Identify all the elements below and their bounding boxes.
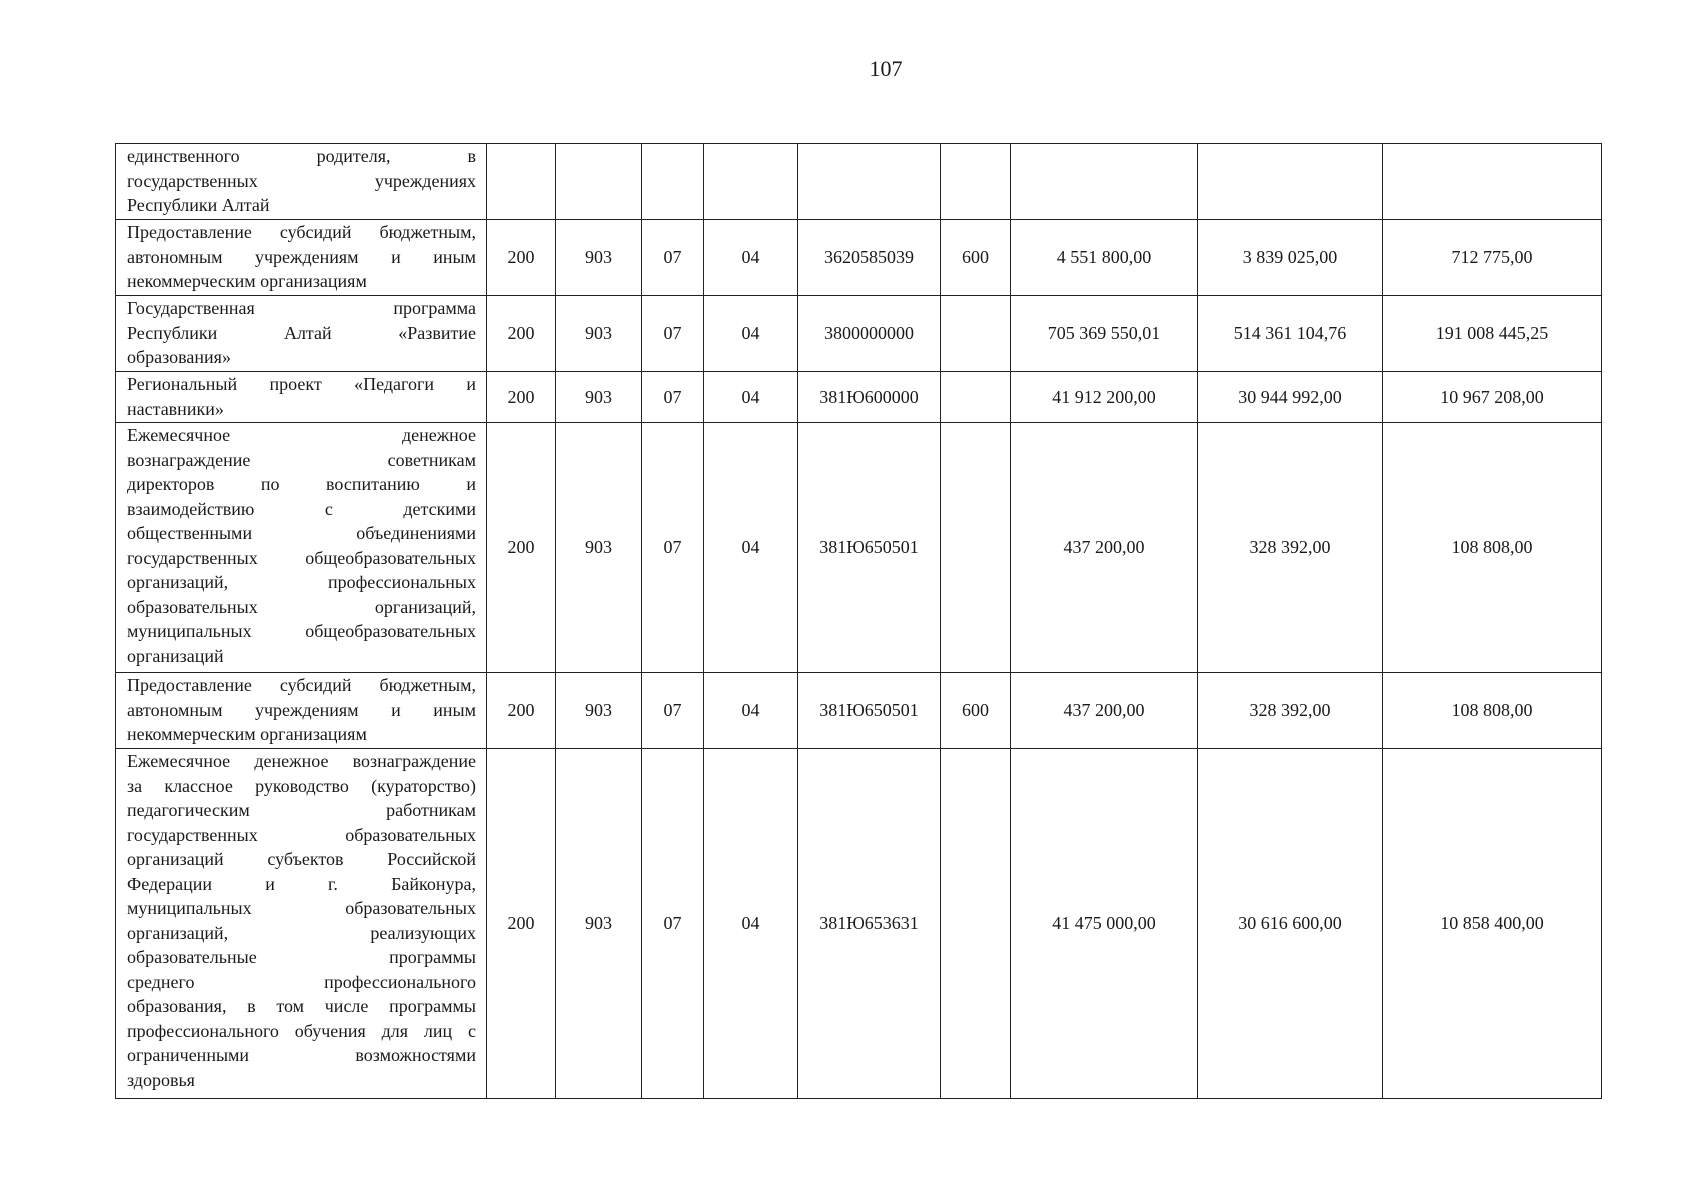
item-name-line: единственного родителя, в bbox=[127, 146, 476, 166]
total-amount-cell: 437 200,00 bbox=[1011, 673, 1198, 749]
federal-amount-cell: 30 616 600,00 bbox=[1198, 749, 1383, 1099]
federal-amount-cell bbox=[1198, 144, 1383, 220]
item-name-line: ограниченными возможностями bbox=[127, 1045, 476, 1065]
item-name-line: Предоставление субсидий бюджетным, bbox=[127, 222, 476, 242]
item-name-cell bbox=[116, 749, 487, 1099]
item-name-line: автономным учреждениям и иным bbox=[127, 246, 476, 267]
item-name-line: Федерации и г. Байконура, bbox=[127, 873, 476, 894]
item-name-cell bbox=[116, 372, 487, 423]
subsection-code-cell bbox=[704, 144, 798, 220]
federal-amount-cell: 3 839 025,00 bbox=[1198, 220, 1383, 296]
table-row bbox=[116, 220, 1602, 296]
total-amount-cell: 41 912 200,00 bbox=[1011, 372, 1198, 423]
item-name-line: за классное руководство (кураторство) bbox=[127, 775, 476, 796]
subsection-code-cell: 04 bbox=[704, 296, 798, 372]
item-name-line: муниципальных образовательных bbox=[127, 898, 476, 918]
budget-table bbox=[115, 143, 1602, 1099]
regional-amount-cell: 191 008 445,25 bbox=[1383, 296, 1602, 372]
item-name-line: вознаграждение советникам bbox=[127, 449, 476, 470]
target-article-cell: 3620585039 bbox=[798, 220, 941, 296]
item-name-cell bbox=[116, 144, 487, 220]
target-article-cell: 381Ю650501 bbox=[798, 423, 941, 673]
item-name-line: образовательных организаций, bbox=[127, 596, 476, 617]
target-article-cell bbox=[798, 144, 941, 220]
expense-type-cell bbox=[941, 296, 1011, 372]
federal-amount-cell: 514 361 104,76 bbox=[1198, 296, 1383, 372]
item-name-line: среднего профессионального bbox=[127, 971, 476, 992]
item-name-line: Предоставление субсидий бюджетным, bbox=[127, 675, 476, 695]
subsection-code-cell: 04 bbox=[704, 220, 798, 296]
item-name-line: Ежемесячное денежное вознаграждение bbox=[127, 751, 476, 771]
table-row bbox=[116, 673, 1602, 749]
federal-amount-cell: 328 392,00 bbox=[1198, 423, 1383, 673]
item-name-line: взаимодействию с детскими bbox=[127, 498, 476, 519]
section-code-cell: 07 bbox=[642, 372, 704, 423]
regional-amount-cell: 10 967 208,00 bbox=[1383, 372, 1602, 423]
admin-code-cell: 200 bbox=[487, 220, 556, 296]
table-row bbox=[116, 372, 1602, 423]
item-name-line: Государственная программа bbox=[127, 298, 476, 318]
item-name-line: некоммерческим организациям bbox=[127, 271, 367, 291]
target-article-cell: 381Ю600000 bbox=[798, 372, 941, 423]
item-name-line: общественными объединениями bbox=[127, 523, 476, 543]
regional-amount-cell: 10 858 400,00 bbox=[1383, 749, 1602, 1099]
grbs-code-cell: 903 bbox=[556, 220, 642, 296]
item-name-line: государственных образовательных bbox=[127, 824, 476, 845]
table-row bbox=[116, 749, 1602, 1099]
item-name-line: муниципальных общеобразовательных bbox=[127, 621, 476, 641]
subsection-code-cell: 04 bbox=[704, 749, 798, 1099]
regional-amount-cell: 108 808,00 bbox=[1383, 423, 1602, 673]
table-row bbox=[116, 144, 1602, 220]
admin-code-cell: 200 bbox=[487, 749, 556, 1099]
total-amount-cell: 437 200,00 bbox=[1011, 423, 1198, 673]
section-code-cell: 07 bbox=[642, 749, 704, 1099]
expense-type-cell bbox=[941, 372, 1011, 423]
item-name-line: некоммерческим организациям bbox=[127, 724, 367, 744]
federal-amount-cell: 30 944 992,00 bbox=[1198, 372, 1383, 423]
item-name-line: здоровья bbox=[127, 1069, 195, 1090]
total-amount-cell: 705 369 550,01 bbox=[1011, 296, 1198, 372]
regional-amount-cell: 108 808,00 bbox=[1383, 673, 1602, 749]
item-name-line: Республики Алтай «Развитие bbox=[127, 322, 476, 343]
admin-code-cell: 200 bbox=[487, 372, 556, 423]
section-code-cell: 07 bbox=[642, 673, 704, 749]
grbs-code-cell bbox=[556, 144, 642, 220]
section-code-cell bbox=[642, 144, 704, 220]
item-name-cell bbox=[116, 673, 487, 749]
item-name-line: педагогическим работникам bbox=[127, 800, 476, 820]
total-amount-cell: 41 475 000,00 bbox=[1011, 749, 1198, 1099]
grbs-code-cell: 903 bbox=[556, 749, 642, 1099]
section-code-cell: 07 bbox=[642, 296, 704, 372]
item-name-line: Региональный проект «Педагоги и bbox=[127, 374, 476, 394]
grbs-code-cell: 903 bbox=[556, 296, 642, 372]
admin-code-cell: 200 bbox=[487, 423, 556, 673]
expense-type-cell bbox=[941, 749, 1011, 1099]
item-name-line: государственных учреждениях bbox=[127, 170, 476, 191]
total-amount-cell bbox=[1011, 144, 1198, 220]
item-name-line: образовательные программы bbox=[127, 947, 476, 967]
item-name-line: профессионального обучения для лиц с bbox=[127, 1020, 476, 1041]
item-name-line: образования» bbox=[127, 347, 231, 367]
section-code-cell: 07 bbox=[642, 220, 704, 296]
expense-type-cell: 600 bbox=[941, 220, 1011, 296]
grbs-code-cell: 903 bbox=[556, 423, 642, 673]
expense-type-cell: 600 bbox=[941, 673, 1011, 749]
target-article-cell: 3800000000 bbox=[798, 296, 941, 372]
total-amount-cell: 4 551 800,00 bbox=[1011, 220, 1198, 296]
admin-code-cell: 200 bbox=[487, 673, 556, 749]
item-name-line: организаций, профессиональных bbox=[127, 572, 476, 592]
page-number: 107 bbox=[869, 56, 903, 81]
item-name-line: организаций, реализующих bbox=[127, 922, 476, 943]
regional-amount-cell bbox=[1383, 144, 1602, 220]
subsection-code-cell: 04 bbox=[704, 423, 798, 673]
federal-amount-cell: 328 392,00 bbox=[1198, 673, 1383, 749]
section-code-cell: 07 bbox=[642, 423, 704, 673]
expense-type-cell bbox=[941, 144, 1011, 220]
expense-type-cell bbox=[941, 423, 1011, 673]
table-row bbox=[116, 423, 1602, 673]
item-name-line: государственных общеобразовательных bbox=[127, 547, 476, 568]
item-name-line: директоров по воспитанию и bbox=[127, 474, 476, 494]
grbs-code-cell: 903 bbox=[556, 673, 642, 749]
table-row bbox=[116, 296, 1602, 372]
item-name-line: организаций bbox=[127, 645, 224, 666]
regional-amount-cell: 712 775,00 bbox=[1383, 220, 1602, 296]
target-article-cell: 381Ю653631 bbox=[798, 749, 941, 1099]
item-name-cell bbox=[116, 220, 487, 296]
grbs-code-cell: 903 bbox=[556, 372, 642, 423]
item-name-line: автономным учреждениям и иным bbox=[127, 699, 476, 720]
item-name-cell bbox=[116, 423, 487, 673]
item-name-cell bbox=[116, 296, 487, 372]
item-name-line: наставники» bbox=[127, 398, 224, 419]
admin-code-cell: 200 bbox=[487, 296, 556, 372]
admin-code-cell bbox=[487, 144, 556, 220]
item-name-line: образования, в том числе программы bbox=[127, 996, 476, 1016]
subsection-code-cell: 04 bbox=[704, 372, 798, 423]
item-name-line: Республики Алтай bbox=[127, 195, 270, 215]
item-name-line: организаций субъектов Российской bbox=[127, 849, 476, 869]
table-body bbox=[116, 144, 1602, 1099]
subsection-code-cell: 04 bbox=[704, 673, 798, 749]
item-name-line: Ежемесячное денежное bbox=[127, 425, 476, 445]
target-article-cell: 381Ю650501 bbox=[798, 673, 941, 749]
